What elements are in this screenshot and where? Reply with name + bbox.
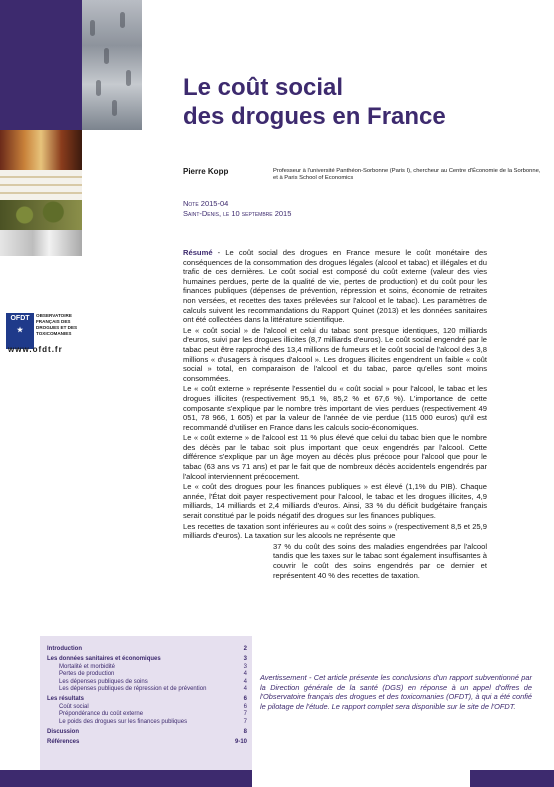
abstract-lead: Résumé [183,248,213,257]
toc-entry-page: 2 [243,646,247,652]
toc-entry-page: 6 [243,696,247,703]
toc-entry-label: Les dépenses publiques de répression et de prévention [59,686,207,692]
toc-entry-page: 8 [243,729,247,735]
toc-entry-label: Les dépenses publiques de soins [59,678,148,685]
abstract-paragraph-text: Les recettes de taxation sont inférieures au « coût des soins » (respectivement 8,5 et 25,9 milliards d'euros). La taxation sur les alcools ne représente que [183,521,487,541]
toc-entry-label: Pertes de production [59,671,115,678]
toc-entry-label: Les données sanitaires et économiques [47,656,161,663]
abstract-paragraph [183,482,487,520]
toc-entry-page: 3 [243,663,247,670]
abstract-paragraph-text: Le « coût externe » de l'alcool est 11 % plus élevé que celui du tabac bien que le nombre des décès par le tabac soit plus important que ceux engendrés par l'alcool. Cette différence s'explique par un âge moyen au décès plus précoce pour l'alcool que pour le tabac (63 ans vs 71 ans) et par le fait que de nombreux décès accidentels engendrés par l'alcool interviennent précocement. [183,433,487,481]
toc-entry-page: 4 [243,686,247,692]
header-purple-band [0,0,82,130]
abstract-indented-tail: 37 % du coût des soins des maladies engendrées par l'alcool tandis que les taxes sur le tabac sont également insuffisantes à couvrir le coût des soins engendrés par ce dernier et représentent 40 % des recettes de taxation. [273,541,487,580]
disclaimer-note: Avertissement - Cet article présente les conclusions d'un rapport subventionné par la Direction générale de la santé (DGS) en réponse à un appel d'offres de l'Observatoire français des drogues et des toxicomanies (OFDT), à qui a été confié le pilotage de l'étude. Le rapport complet sera disponible sur le site de l'OFDT. [260,673,532,711]
toc-entry-page: 6 [243,703,247,710]
crowd-photo [82,0,142,130]
cigarettes-photo [0,170,82,200]
toc-entry-page: 4 [243,678,247,685]
abstract-paragraph [183,384,487,432]
table-of-contents [40,636,252,770]
footer-band-left [0,770,252,787]
toc-entry-label: Mortalité et morbidité [59,663,116,670]
abstract-paragraph [183,433,487,481]
abstract-body [183,248,487,581]
ofdt-website-link[interactable]: www.ofdt.fr [8,345,63,354]
toc-entry-page: 7 [243,718,247,725]
toc-entry-label: Coût social [59,703,89,710]
abstract-paragraph [183,522,487,541]
toc-entry-page: 7 [243,711,247,718]
title-line-2: des drogues en France [183,103,446,130]
abstract-paragraph-text: Le « coût social » de l'alcool et celui du tabac sont presque identiques, 120 milliards d'euros, suivi par les drogues illicites (8,7 milliards d'euros). Le coût social engendré par le tabac peut être rapproché des 13,4 millions de fumeurs et le coût social de l'alcool des 3,8 millions « d'usagers à risques d'alcool ». Les drogues illicites engendrent un faible « coût social » total, en comparaison de l'alcool et du tabac, parce qu'elles sont moins consommées. [183,325,487,383]
toc-entry-page: 9-10 [234,739,247,746]
note-date: Saint-Denis, le 10 septembre 2015 [183,209,292,218]
title-line-1: Le coût social [183,74,344,101]
abstract-paragraph-text: - Le coût social des drogues en France mesure le coût monétaire des conséquences de la consommation des drogues légales (alcool et tabac) et illégales et du trafic de ces dernières. Le coût social est composé du coût externe (valeur des vies humaines perdues, perte de la qualité de vie, pertes de production) et du coût pour les finances publiques (dépenses de prévention, répression et soins, économie de retraites non versées, et recettes des taxes prélevées sur l'alcool et le tabac). Les paramètres de calculs suivent les recommandations du Rapport Quinet (2013) et les données sanitaires ont été collectées dans la littérature scientifique. [183,248,487,325]
ofdt-logo-text: OBSERVATOIRE FRANÇAIS DES DROGUES ET DES TOXICOMANIES [36,313,78,336]
footer-band [0,770,554,787]
powder-photo [0,230,82,256]
toc-entry-page: 4 [243,671,247,678]
cannabis-photo [0,200,82,230]
toc-entry-label: Prépondérance du coût externe [59,711,144,718]
author-name: Pierre Kopp [183,167,229,176]
toc-entry-label: Introduction [47,646,82,652]
footer-band-right [470,770,554,787]
abstract-paragraph-text: Le « coût externe » représente l'essentiel du « coût social » pour l'alcool, le tabac et les drogues illicites (respectivement 95,1 %, 85,2 % et 67,6 %). L'importance de cette composante s'explique par le nombre très important de vies perdues (respectivement 49 051, 78 966, 1 605) et par la valeur de l'année de vie perdue (115 000 euros) qu'il est recommandé d'utiliser en France dans les calculs socio-économiques. [183,384,487,432]
abstract-paragraph [183,248,487,325]
note-number: Note 2015-04 [183,199,229,208]
author-affiliation: Professeur à l'université Panthéon-Sorbonne (Paris I), chercheur au Centre d'Économie de la Sorbonne, et à Paris School of Economics [273,168,541,181]
toc-entry-page: 3 [243,656,247,663]
note-reference [183,199,291,219]
abstract-paragraph-text: Le « coût des drogues pour les finances publiques » est élevé (1,1% du PIB). Chaque année, l'État doit payer respectivement pour l'alcool, le tabac et les drogues illicites, 4,9 milliards, 14 milliards et 2,4 milliards d'euros. Ainsi, 33 % du déficit budgétaire français serait constitué par le poids négatif des drogues sur les finances publiques. [183,482,487,521]
ofdt-emblem-icon: OFDT ★ [6,313,34,349]
alcohol-glasses-photo [0,130,82,170]
toc-entry-label: Références [47,739,80,746]
abstract-paragraph [183,326,487,384]
toc-entry-label: Discussion [47,729,80,735]
toc-entry-label: Les résultats [47,696,85,703]
page-title [183,73,446,131]
toc-entry-label: Le poids des drogues sur les finances publiques [59,718,188,725]
